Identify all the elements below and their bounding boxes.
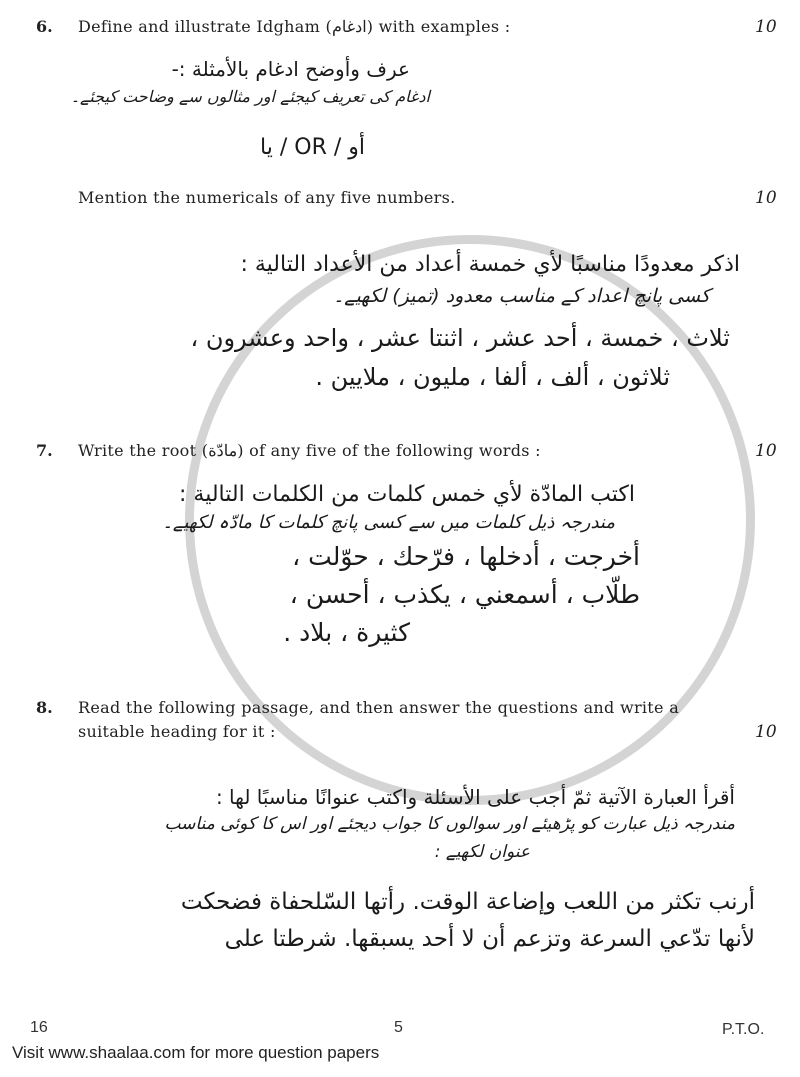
question-7-text: Write the root (مادّة) of any five of the following words : [78,441,541,460]
question-6-marks: 10 [755,17,777,37]
question-8-urdu-line-1: مندرجہ ذیل عبارت کو پڑھیئے اور سوالوں کا جواب دیجئے اور اس کا کوئی مناسب [164,814,735,834]
question-8-text-line-2: suitable heading for it : [78,722,276,741]
question-6-text: Define and illustrate Idgham (ادغام) with examples : [78,17,511,36]
question-6-urdu: ادغام کی تعریف کیجئے اور مثالوں سے وضاحت کیجئے۔ [70,87,430,106]
question-7-marks: 10 [755,441,777,461]
question-8-marks: 10 [755,722,777,742]
question-7-words-3: كثيرة ، بلاد . [283,618,410,647]
shaalaa-link[interactable]: Visit www.shaalaa.com for more question papers [12,1043,380,1062]
question-6-alt-words-2: ثلاثون ، ألف ، ألفا ، مليون ، ملايين . [315,363,670,391]
question-6-arabic: عرف وأوضح ادغام بالأمثلة :- [171,57,410,81]
question-7-arabic: اكتب المادّة لأي خمس كلمات من الكلمات التالية : [179,482,635,507]
question-8-urdu-line-2: عنوان لکھیے : [434,842,530,862]
question-8-arabic: أقرأ العبارة الآتية ثمّ أجب على الأسئلة واكتب عنوانًا مناسبًا لها : [215,785,735,809]
question-6-alt-urdu: کسی پانچ اعداد کے مناسب معدود (تمیز) لکھیے۔ [333,285,710,307]
question-7-number: 7. [36,441,53,460]
passage-line-1: أرنب تكثر من اللعب وإضاعة الوقت. رأتها السّلحفاة فضحكت [180,889,755,915]
page-number: 5 [394,1019,403,1036]
question-6-number: 6. [36,17,53,36]
passage-line-2: لأنها تدّعي السرعة وتزعم أن لا أحد يسبقها. شرطتا على [224,926,755,952]
or-divider: أو / OR / یا [260,135,365,160]
pto-label: P.T.O. [722,1021,765,1038]
paper-code: 16 [30,1019,48,1036]
question-8-number: 8. [36,698,53,717]
question-6-alt-arabic: اذکر معدودًا مناسبًا لأي خمسة أعداد من الأعداد التالية : [240,252,740,277]
question-7-words-2: طلّاب ، أسمعني ، يكذب ، أحسن ، [289,580,640,609]
question-8-text-line-1: Read the following passage, and then answer the questions and write a [78,698,680,717]
question-6-alt-text: Mention the numericals of any five numbers. [78,188,456,207]
question-6-alt-words-1: ثلاث ، خمسة ، أحد عشر ، اثنتا عشر ، واحد وعشرون ، [190,324,730,352]
question-7-words-1: أخرجت ، أدخلها ، فرّحك ، حوّلت ، [292,542,640,571]
question-7-urdu: مندرجہ ذیل کلمات میں سے کسی پانچ کلمات کا مادّہ لکھیے۔ [162,512,615,533]
question-6-alt-marks: 10 [755,188,777,208]
